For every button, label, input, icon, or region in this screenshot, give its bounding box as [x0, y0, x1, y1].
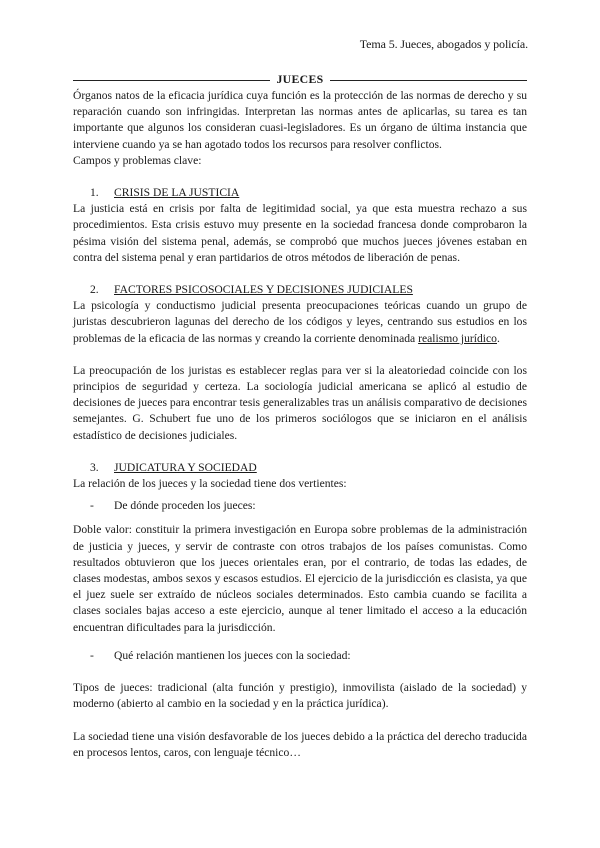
- list-item-label: Qué relación mantienen los jueces con la sociedad:: [114, 648, 351, 662]
- list-item-label: De dónde proceden los jueces:: [114, 499, 256, 513]
- list-item-origin: [73, 498, 527, 514]
- section-1-paragraph: La justicia está en crisis por falta de legitimidad social, ya que esta muestra rechazo a sus procedimientos. Esta crisis estuvo muy presente en la sociedad francesa donde comprobaron la pésima visión del sistema penal, además, se comprobó que muchos jueces jóvenes estaban en contra del sistema penal y eran partidarios de otros métodos de liberación de penas.: [73, 202, 527, 264]
- title-right-rule: [330, 80, 527, 81]
- section-number: 3.: [90, 460, 99, 474]
- section-3-intro: La relación de los jueces y la sociedad tiene dos vertientes:: [73, 477, 347, 491]
- document-title: JUECES: [276, 72, 324, 87]
- paragraph-end: .: [496, 331, 500, 345]
- section-heading-2: [73, 282, 527, 298]
- closing-paragraph: La sociedad tiene una visión desfavorable de los jueces debido a la práctica del derecho traducida en procesos lentos, caros, con lenguaje técnico…: [73, 729, 527, 759]
- section-heading-3: [73, 460, 527, 476]
- intro-campos: Campos y problemas clave:: [73, 153, 202, 167]
- dash-bullet: -: [90, 648, 94, 662]
- realismo-juridico-term: realismo jurídico: [418, 331, 497, 345]
- section-2-paragraph-b: La preocupación de los juristas es establecer reglas para ver si la aleatoriedad coincide con los principios de seguridad y certeza. La sociología judicial americana se aplicó al estudio de decisiones de jueces para encontrar tesis generalizables tras un análisis comparativo de decisiones semejantes. G. Schubert fue uno de los primeros sociólogos que se iniciaron en el análisis estadístico de decisiones judiciales.: [73, 363, 527, 442]
- origin-paragraph: Doble valor: constituir la primera investigación en Europa sobre problemas de la administración de justicia y jueces, y servir de contraste con otros trabajos de los países comunistas. Como resultados obtuvieron que los jueces orientales eran, por el contrario, de todas las edades, de clases modestas, ambos sexos y escasos estudios. El ejercicio de la jurisdicción es clasista, ya que el juez suele ser extraído de núcleos sociales determinados. Esto cambia cuando se facilita a clases sociales bajas acceso a este ejercicio, aunque al tener limitado el acceso a la educación encuentran dificultades para la jurisdicción.: [73, 523, 527, 634]
- section-heading-1: [73, 185, 527, 201]
- section-number: 2.: [90, 283, 99, 297]
- judge-types-paragraph: Tipos de jueces: tradicional (alta función y prestigio), inmovilista (aislado de la sociedad) y moderno (abierto al cambio en la sociedad y en la práctica jurídica).: [73, 681, 527, 711]
- document-body: [73, 71, 527, 761]
- running-header: Tema 5. Jueces, abogados y policía.: [359, 37, 528, 51]
- section-2-paragraph-a: [73, 298, 527, 347]
- section-title: JUDICATURA Y SOCIEDAD: [114, 460, 257, 474]
- paragraph-text: La psicología y conductismo judicial presenta preocupaciones teóricas cuando un grupo de juristas descubrieron lagunas del derecho de los códigos y leyes, centrando sus estudios en los problemas de la eficacia de las normas y creando la corriente denominada: [73, 299, 527, 345]
- document-title-row: [73, 71, 527, 88]
- section-title: FACTORES PSICOSOCIALES Y DECISIONES JUDICIALES: [114, 283, 413, 297]
- section-title: CRISIS DE LA JUSTICIA: [114, 186, 240, 200]
- dash-bullet: -: [90, 499, 94, 513]
- intro-paragraph: Órganos natos de la eficacia jurídica cuya función es la protección de las normas de derecho y su reparación cuando son infringidas. Interpretan las normas antes de aplicarlas, su tarea es tan importante que algunos los consideran cuasi-legisladores. Es un órgano de última instancia que interviene cuando ya se han agotado todos los recursos para resolver conflictos.: [73, 89, 527, 151]
- list-item-relation: [73, 648, 527, 664]
- title-left-rule: [73, 80, 270, 81]
- section-number: 1.: [90, 186, 99, 200]
